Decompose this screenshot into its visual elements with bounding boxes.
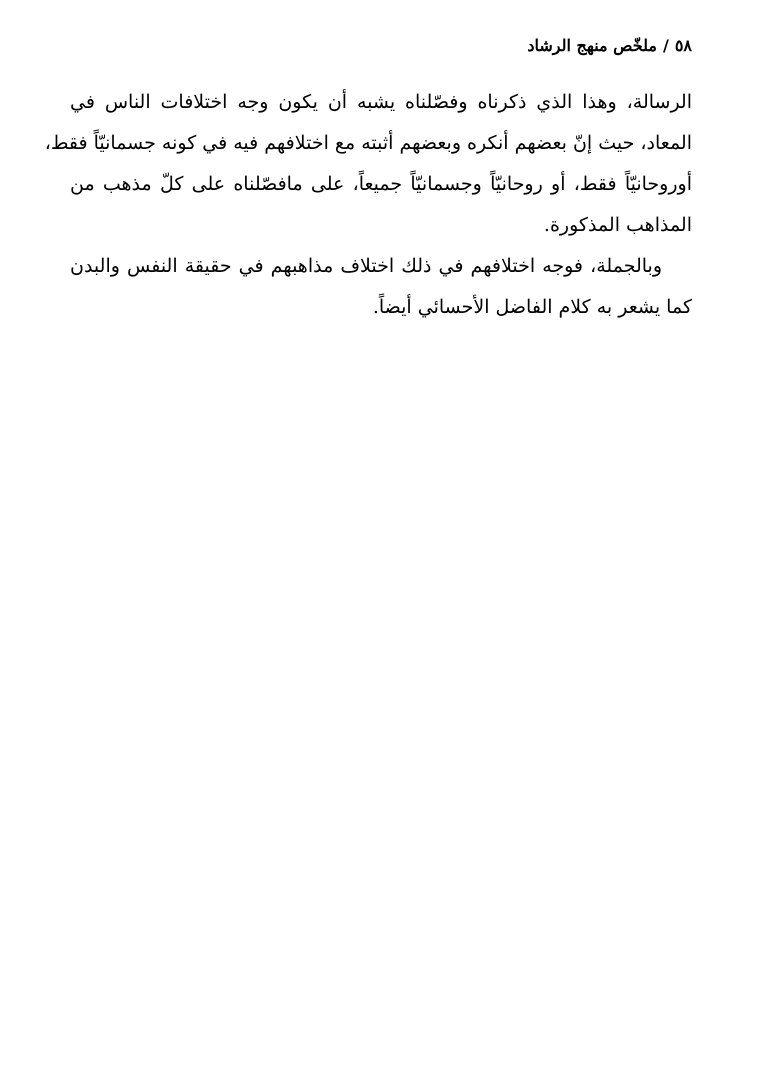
paragraph-1 bbox=[44, 82, 692, 246]
text-line: الرسالة، وهذا الذي ذكرناه وفصّلناه يشبه أن يكون وجه اختلافات الناس في bbox=[70, 91, 692, 113]
text-line: كما يشعر به كلام الفاضل الأحسائي أيضاً. bbox=[372, 296, 692, 318]
running-header bbox=[70, 34, 692, 58]
body-text bbox=[44, 82, 692, 328]
text-line: المعاد، حيث إنّ بعضهم أنكره وبعضهم أثبته مع اختلافهم فيه في كونه جسمانيّاً فقط، bbox=[44, 132, 692, 154]
header-separator: / bbox=[662, 36, 669, 55]
text-line: وبالجملة، فوجه اختلافهم في ذلك اختلاف مذاهبهم في حقيقة النفس والبدن bbox=[70, 255, 662, 277]
paragraph-2 bbox=[70, 246, 692, 328]
page-number: ٥٨ bbox=[674, 36, 692, 55]
book-title: ملخّص منهج الرشاد bbox=[527, 36, 657, 55]
text-line: أوروحانيّاً فقط، أو روحانيّاً وجسمانيّاً جميعاً، على مافصّلناه على كلّ مذهب من bbox=[70, 173, 692, 195]
text-line: المذاهب المذكورة. bbox=[543, 214, 692, 236]
